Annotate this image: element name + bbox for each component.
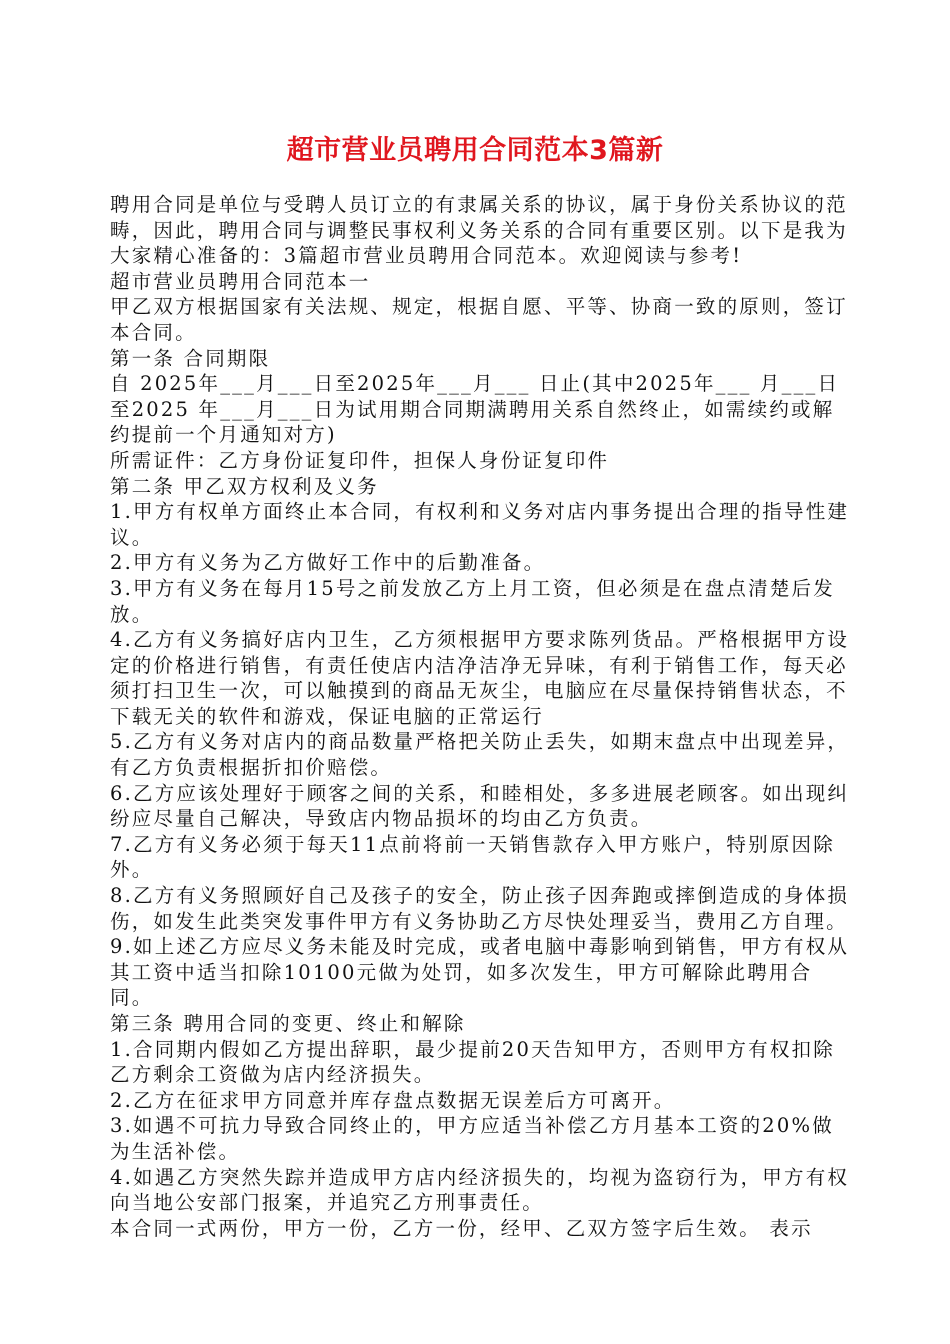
clause-3-2: 2.乙方在征求甲方同意并库存盘点数据无误差后方可离开。 xyxy=(110,1088,676,1112)
clause-3-3: 3.如遇不可抗力导致合同终止的，甲方应适当补偿乙方月基本工资的20%做为生活补偿。 xyxy=(110,1114,834,1163)
clause-2-6: 6.乙方应该处理好于顾客之间的关系，和睦相处，多多进展老顾客。如出现纠纷应尽量自己解决，导致店内物品损坏的均由乙方负责。 xyxy=(110,781,850,831)
paragraph-contract-period: 自 2025年___月___日至2025年___月___ 日止(其中2025年___ 月___日至2025 年___月___日为试用期合同期满聘用关系自然终止，如需续约或解约提前一个月通知对方) xyxy=(110,372,840,447)
paragraph-sample-heading: 超市营业员聘用合同范本一 xyxy=(110,269,371,293)
paragraph-intro: 聘用合同是单位与受聘人员订立的有隶属关系的协议，属于身份关系协议的范畴，因此，聘用合同与调整民事权利义务关系的合同有重要区别。以下是我为大家精心准备的：3篇超市营业员聘用合同范本。欢迎阅读与参考! xyxy=(110,193,848,268)
document-body xyxy=(110,192,850,1241)
clause-2-2: 2.甲方有义务为乙方做好工作中的后勤准备。 xyxy=(110,551,546,575)
clause-2-3: 3.甲方有义务在每月15号之前发放乙方上月工资，但必须是在盘点清楚后发放。 xyxy=(110,576,835,626)
article-3-heading: 第三条 聘用合同的变更、终止和解除 xyxy=(110,1012,466,1035)
clause-3-1: 1.合同期内假如乙方提出辞职，最少提前20天告知甲方，否则甲方有权扣除乙方剩余工资做为店内经济损失。 xyxy=(110,1037,835,1087)
article-2-heading: 第二条 甲乙双方权利及义务 xyxy=(110,474,379,498)
clause-2-4: 4.乙方有义务搞好店内卫生，乙方须根据甲方要求陈列货品。严格根据甲方设定的价格进行销售，有责任使店内洁净洁净无异味，有利于销售工作，每天必须打扫卫生一次，可以触摸到的商品无灰尘，电脑应在尽量保持销售状态，不下载无关的软件和游戏，保证电脑的正常运行 xyxy=(110,628,850,728)
paragraph-preamble: 甲乙双方根据国家有关法规、规定，根据自愿、平等、协商一致的原则，签订本合同。 xyxy=(110,295,848,344)
paragraph-required-documents: 所需证件：乙方身份证复印件，担保人身份证复印件 xyxy=(110,448,610,472)
clause-2-7: 7.乙方有义务必须于每天11点前将前一天销售款存入甲方账户，特别原因除外。 xyxy=(110,832,835,882)
clause-2-5: 5.乙方有义务对店内的商品数量严格把关防止丢失，如期末盘点中出现差异，有乙方负责根据折扣价赔偿。 xyxy=(110,730,850,780)
clause-2-1: 1.甲方有权单方面终止本合同，有权利和义务对店内事务提出合理的指导性建议。 xyxy=(110,500,850,549)
clause-3-4: 4.如遇乙方突然失踪并造成甲方店内经济损失的，均视为盗窃行为，甲方有权向当地公安部门报案，并追究乙方刑事责任。 xyxy=(110,1165,850,1215)
paragraph-closing: 本合同一式两份，甲方一份，乙方一份，经甲、乙双方签字后生效。 表示 xyxy=(110,1216,813,1240)
article-1-heading: 第一条 合同期限 xyxy=(110,346,271,370)
clause-2-9: 9.如上述乙方应尽义务未能及时完成，或者电脑中毒影响到销售，甲方有权从其工资中适当扣除10100元做为处罚，如多次发生，甲方可解除此聘用合同。 xyxy=(110,935,850,1010)
clause-2-8: 8.乙方有义务照顾好自己及孩子的安全，防止孩子因奔跑或摔倒造成的身体损伤，如发生此类突发事件甲方有义务协助乙方尽快处理妥当，费用乙方自理。 xyxy=(110,884,850,933)
document-title: 超市营业员聘用合同范本3篇新 xyxy=(286,135,664,166)
